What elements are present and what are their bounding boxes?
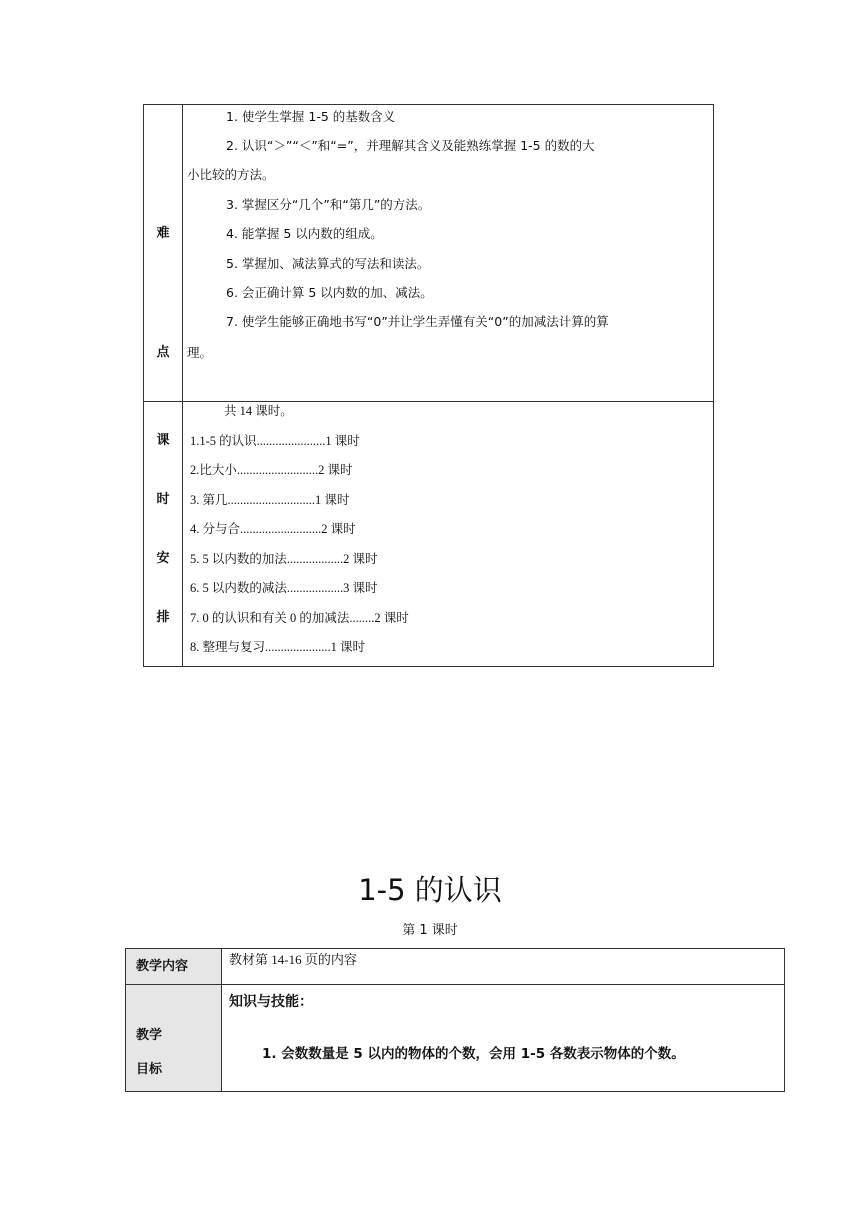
goal-label-line-1: 教学: [136, 1028, 163, 1043]
schedule-item-5: 5. 5 以内数的加法..................2 课时: [190, 552, 378, 566]
schedule-header-char-4: 排: [156, 610, 170, 625]
schedule-header-char-2: 时: [156, 492, 170, 507]
lesson-subtitle: 第 1 课时: [402, 923, 458, 938]
column-divider: [182, 105, 183, 666]
schedule-item-8: 8. 整理与复习.....................1 课时: [190, 640, 366, 654]
schedule-item-3: 3. 第几............................1 课时: [190, 493, 350, 507]
difficulty-line-4: 3. 掌握区分“几个”和“第几”的方法。: [226, 197, 431, 212]
difficulty-header-char-1: 难: [156, 226, 170, 241]
difficulty-schedule-table: [143, 104, 714, 667]
difficulty-line-1: 1. 使学生掌握 1-5 的基数含义: [226, 109, 396, 124]
difficulty-line-7: 6. 会正确计算 5 以内数的加、减法。: [226, 285, 433, 300]
content-label: 教学内容: [136, 959, 189, 974]
schedule-item-4: 4. 分与合..........................2 课时: [190, 522, 356, 536]
lesson-plan-table: [125, 948, 785, 1092]
schedule-total: 共 14 课时。: [224, 404, 293, 418]
difficulty-line-6: 5. 掌握加、减法算式的写法和读法。: [226, 256, 430, 271]
schedule-header-char-1: 课: [156, 433, 170, 448]
schedule-item-2: 2.比大小..........................2 课时: [190, 463, 353, 477]
lesson-title: 1-5 的认识: [358, 873, 502, 907]
content-value: 教材第 14-16 页的内容: [229, 952, 357, 967]
difficulty-line-9: 理。: [187, 345, 213, 360]
schedule-item-1: 1.1-5 的认识......................1 课时: [190, 434, 360, 448]
row-divider: [126, 984, 784, 985]
difficulty-line-2: 2. 认识“＞”“＜”和“=”，并理解其含义及能熟练掌握 1-5 的数的大: [226, 138, 595, 153]
goal-item-1: 1. 会数数量是 5 以内的物体的个数，会用 1-5 各数表示物体的个数。: [262, 1046, 685, 1062]
goal-label-cell: [126, 984, 222, 1091]
difficulty-line-5: 4. 能掌握 5 以内数的组成。: [226, 226, 383, 241]
content-label-cell: [126, 949, 222, 984]
difficulty-line-3: 小比较的方法。: [187, 167, 275, 182]
schedule-header-char-3: 安: [156, 551, 170, 566]
goal-label-line-2: 目标: [136, 1062, 163, 1077]
schedule-item-7: 7. 0 的认识和有关 0 的加减法........2 课时: [190, 611, 409, 625]
difficulty-line-8: 7. 使学生能够正确地书写“0”并让学生弄懂有关“0”的加减法计算的算: [226, 314, 609, 329]
row-divider: [144, 401, 713, 402]
difficulty-header-char-2: 点: [156, 345, 170, 360]
schedule-item-6: 6. 5 以内数的减法..................3 课时: [190, 581, 378, 595]
goal-heading: 知识与技能：: [229, 994, 313, 1010]
